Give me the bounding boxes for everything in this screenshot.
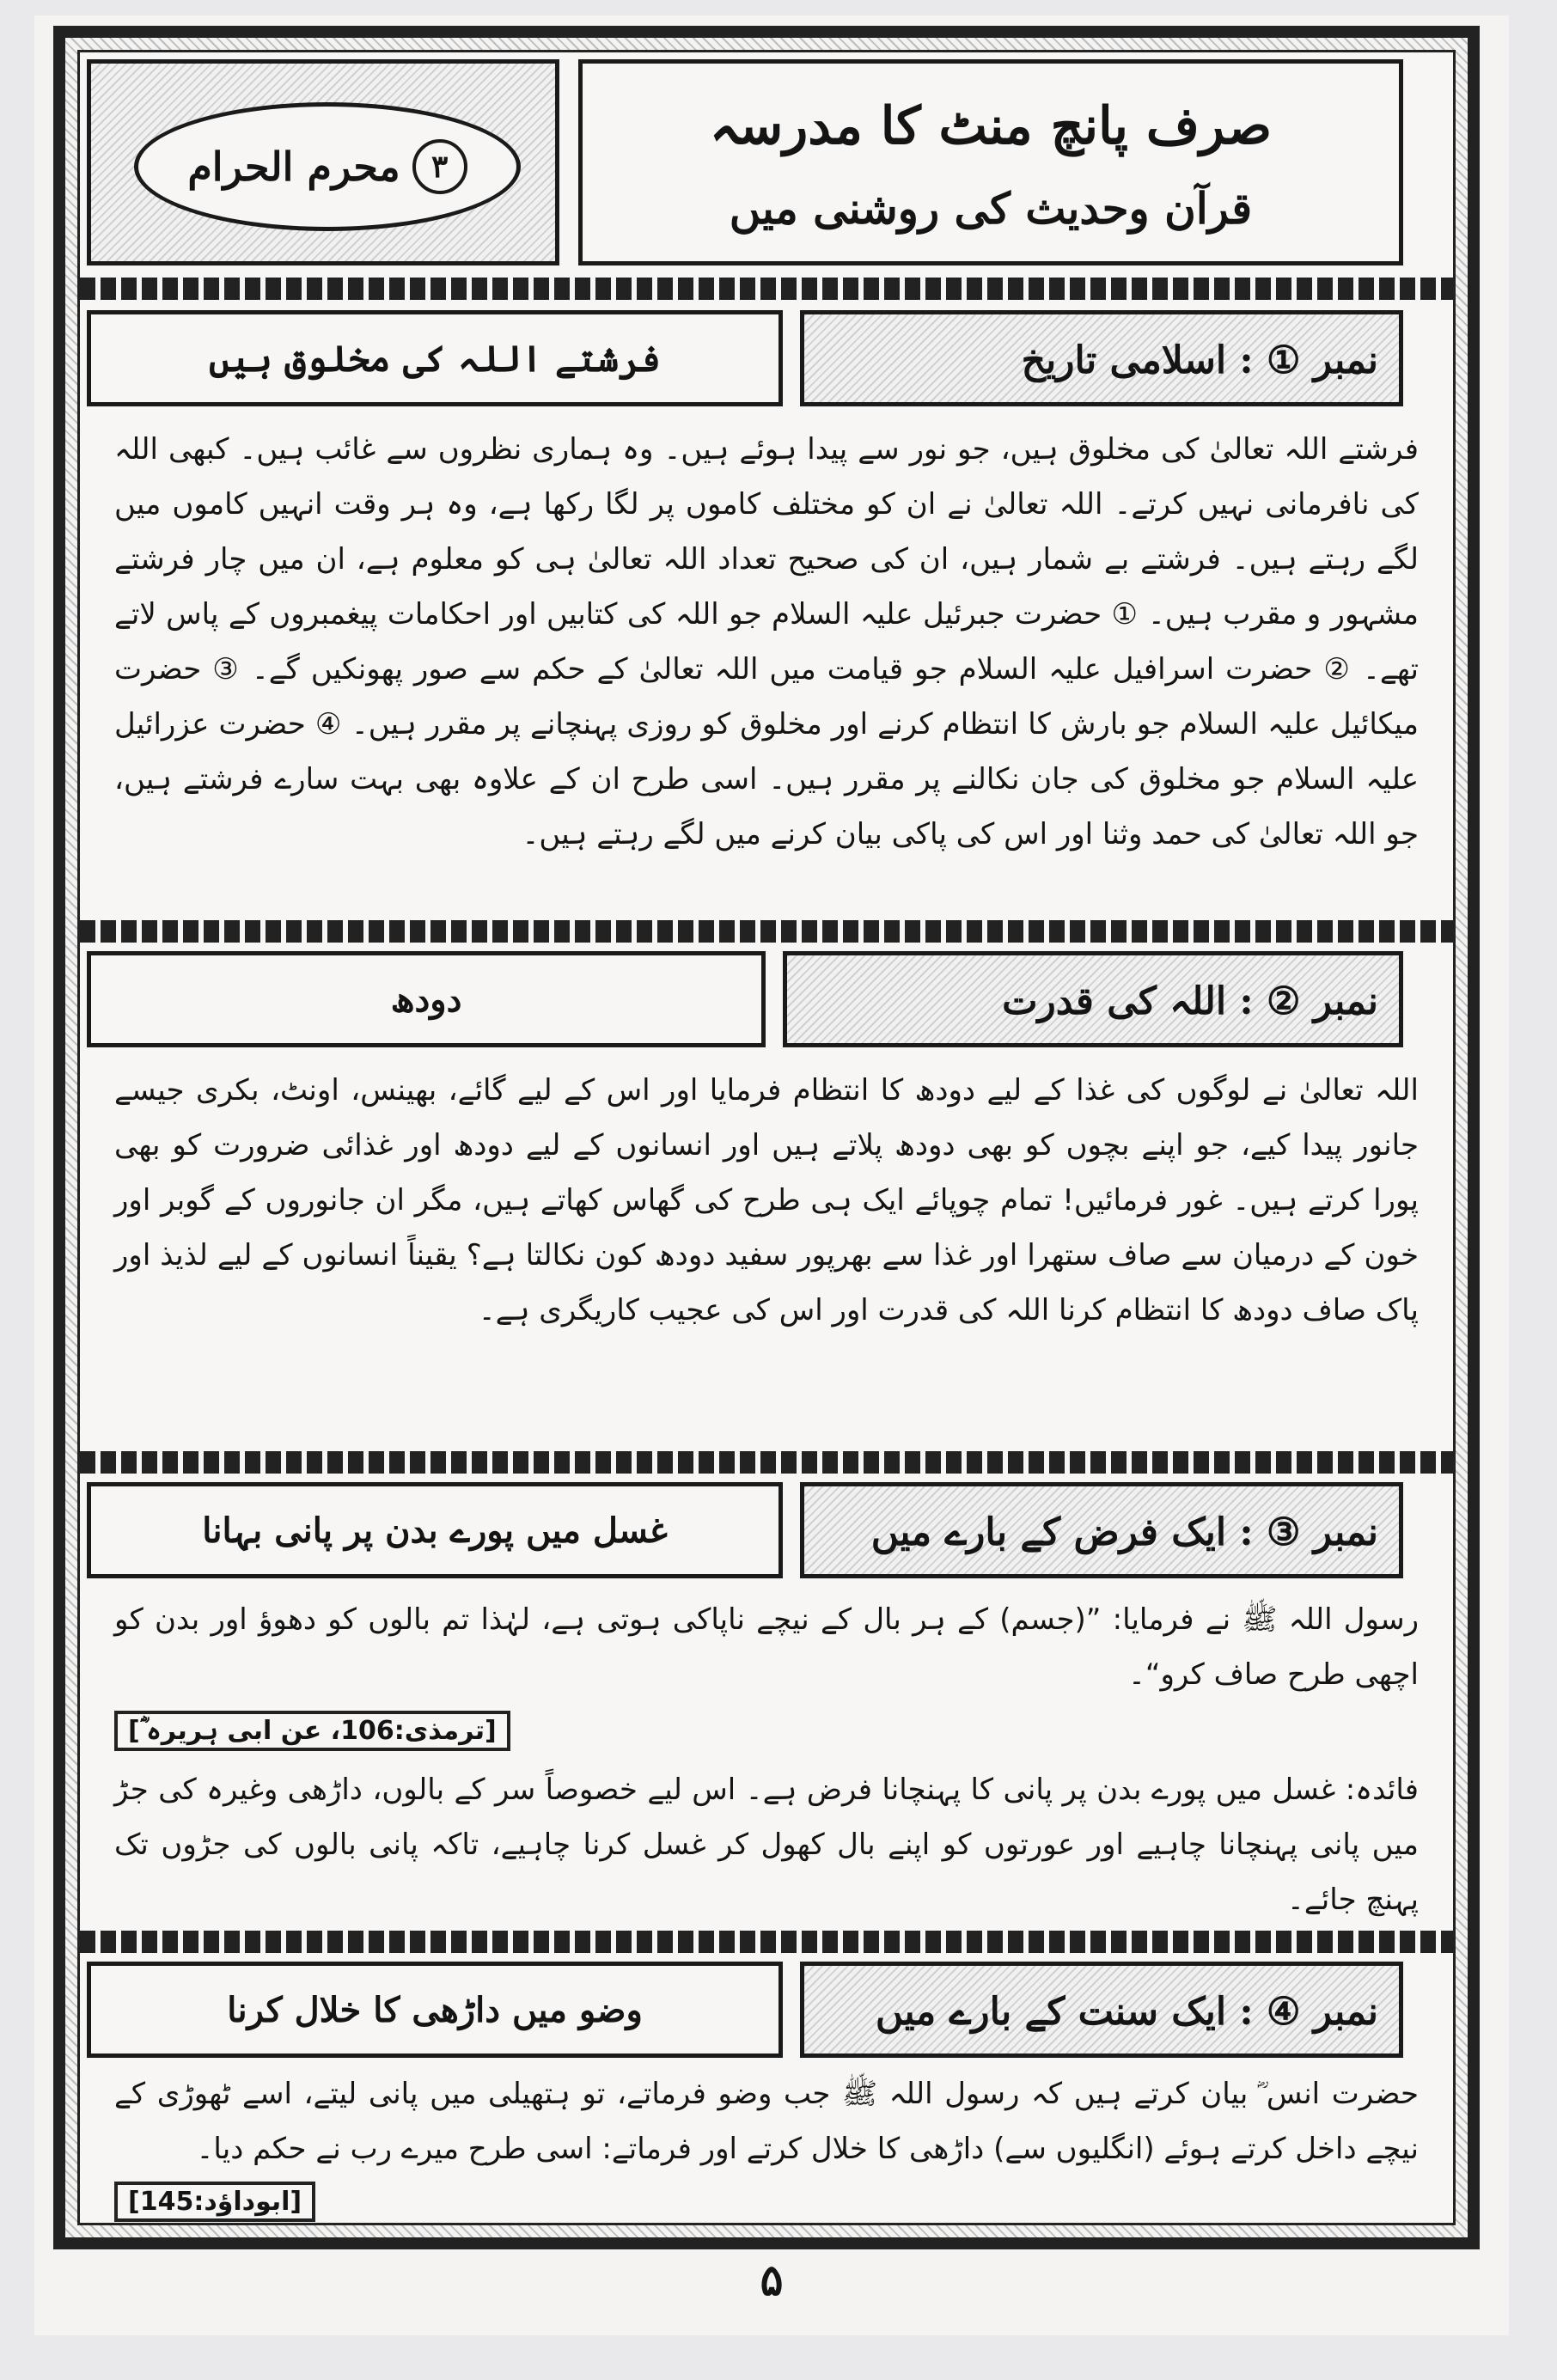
section-4-citation: [ابوداؤد:145]: [114, 2182, 315, 2222]
section-3-citation-row: [114, 1711, 510, 1751]
page-number: ۵: [760, 2254, 784, 2305]
page-subtitle: قرآن وحدیث کی روشنی میں: [729, 182, 1253, 234]
section-1-label: نمبر ① : اسلامی تاریخ: [800, 310, 1403, 406]
month-badge-panel: [87, 59, 559, 265]
title-panel: [578, 59, 1403, 265]
section-2-topic: دودھ: [87, 951, 766, 1047]
section-4-topic: وضو میں داڑھی کا خلال کرنا: [87, 1962, 783, 2058]
page-content: [77, 50, 1456, 2225]
section-1-text: فرشتے اللہ تعالیٰ کی مخلوق ہیں، جو نور سے پیدا ہوئے ہیں۔ وہ ہماری نظروں سے غائب ہیں۔ کبھی اللہ کی نافرمانی نہیں کرتے۔ اللہ تعالیٰ نے ان کو مختلف کاموں پر لگا رکھا ہے، وہ ہر وقت انہیں کاموں میں لگے رہتے ہیں۔ فرشتے بے شمار ہیں، ان کی صحیح تعداد اللہ تعالیٰ ہی کو معلوم ہے، ان میں چار فرشتے مشہور و مقرب ہیں۔ ① حضرت جبرئیل علیہ السلام جو اللہ کی کتابیں اور احکامات پیغمبروں کے پاس لاتے تھے۔ ② حضرت اسرافیل علیہ السلام جو قیامت میں اللہ تعالیٰ کے حکم سے صور پھونکیں گے۔ ③ حضرت میکائیل علیہ السلام جو بارش کا انتظام کرنے اور مخلوق کو روزی پہنچانے پر مقرر ہیں۔ ④ حضرت عزرائیل علیہ السلام جو مخلوق کی جان نکالنے پر مقرر ہیں۔ اسی طرح ان کے علاوہ بھی بہت سارے فرشتے ہیں، جو اللہ تعالیٰ کی حمد وثنا اور اس کی پاکی بیان کرنے میں لگے رہتے ہیں۔: [114, 432, 1419, 851]
section-1-topic: فرشتے اللہ کی مخلوق ہیں: [87, 310, 783, 406]
section-2-label: نمبر ② : اللہ کی قدرت: [783, 951, 1403, 1047]
section-3-topic: غسل میں پورے بدن پر پانی بہانا: [87, 1482, 783, 1578]
divider: [80, 278, 1453, 300]
decorative-border: [53, 26, 1480, 2249]
book-page: [34, 15, 1509, 2335]
divider: [80, 920, 1453, 943]
section-3-note: فائدہ: غسل میں پورے بدن پر پانی کا پہنچانا فرض ہے۔ اس لیے خصوصاً سر کے بالوں، داڑھی وغیرہ کی جڑ میں پانی پہنچانا چاہیے اور عورتوں کو اپنے بال کھول کر غسل کرنا چاہیے، تاکہ پانی بالوں کی جڑوں تک پہنچ جائے۔: [114, 1773, 1419, 1917]
section-3-text: رسول اللہ ﷺ نے فرمایا: ”(جسم) کے ہر بال کے نیچے ناپاکی ہوتی ہے، لہٰذا تم بالوں کو دھوؤ اور بدن کو اچھی طرح صاف کرو“۔: [114, 1602, 1419, 1692]
section-2-text: اللہ تعالیٰ نے لوگوں کی غذا کے لیے دودھ کا انتظام فرمایا اور اس کے لیے گائے، بھینس، اونٹ، بکری جیسے جانور پیدا کیے، جو اپنے بچوں کو بھی دودھ پلاتے ہیں اور انسانوں کے لیے دودھ اور غذائی ضرورت کو بھی پورا کرتے ہیں۔ غور فرمائیں! تمام چوپائے ایک ہی طرح کی گھاس کھاتے ہیں، مگر ان جانوروں کے گوبر اور خون کے درمیان سے صاف ستھرا اور غذا سے بھرپور سفید دودھ کون نکالتا ہے؟ یقیناً انسانوں کے لیے لذیذ اور پاک صاف دودھ کا انتظام کرنا اللہ کی قدرت اور اس کی عجیب کاریگری ہے۔: [114, 1073, 1419, 1327]
divider: [80, 1931, 1453, 1953]
section-3-label: نمبر ③ : ایک فرض کے بارے میں: [800, 1482, 1403, 1578]
month-number-icon: ۳: [412, 139, 467, 194]
section-4-label: نمبر ④ : ایک سنت کے بارے میں: [800, 1962, 1403, 2058]
month-badge: [134, 102, 521, 231]
page-title: صرف پانچ منٹ کا مدرسہ: [709, 96, 1273, 156]
section-4-citation-row: [114, 2182, 315, 2222]
section-4-text: حضرت انس ؓ بیان کرتے ہیں کہ رسول اللہ ﷺ جب وضو فرماتے، تو ہتھیلی میں پانی لیتے، اسے ٹھوڑی کے نیچے داخل کرتے ہوئے (انگلیوں سے) داڑھی کا خلال کرتے اور فرماتے: اسی طرح میرے رب نے حکم دیا۔: [114, 2077, 1419, 2166]
month-name: محرم الحرام: [187, 143, 400, 190]
section-3-citation: [ترمذی:106، عن ابی ہریرہ ؓ]: [114, 1711, 510, 1751]
divider: [80, 1451, 1453, 1474]
